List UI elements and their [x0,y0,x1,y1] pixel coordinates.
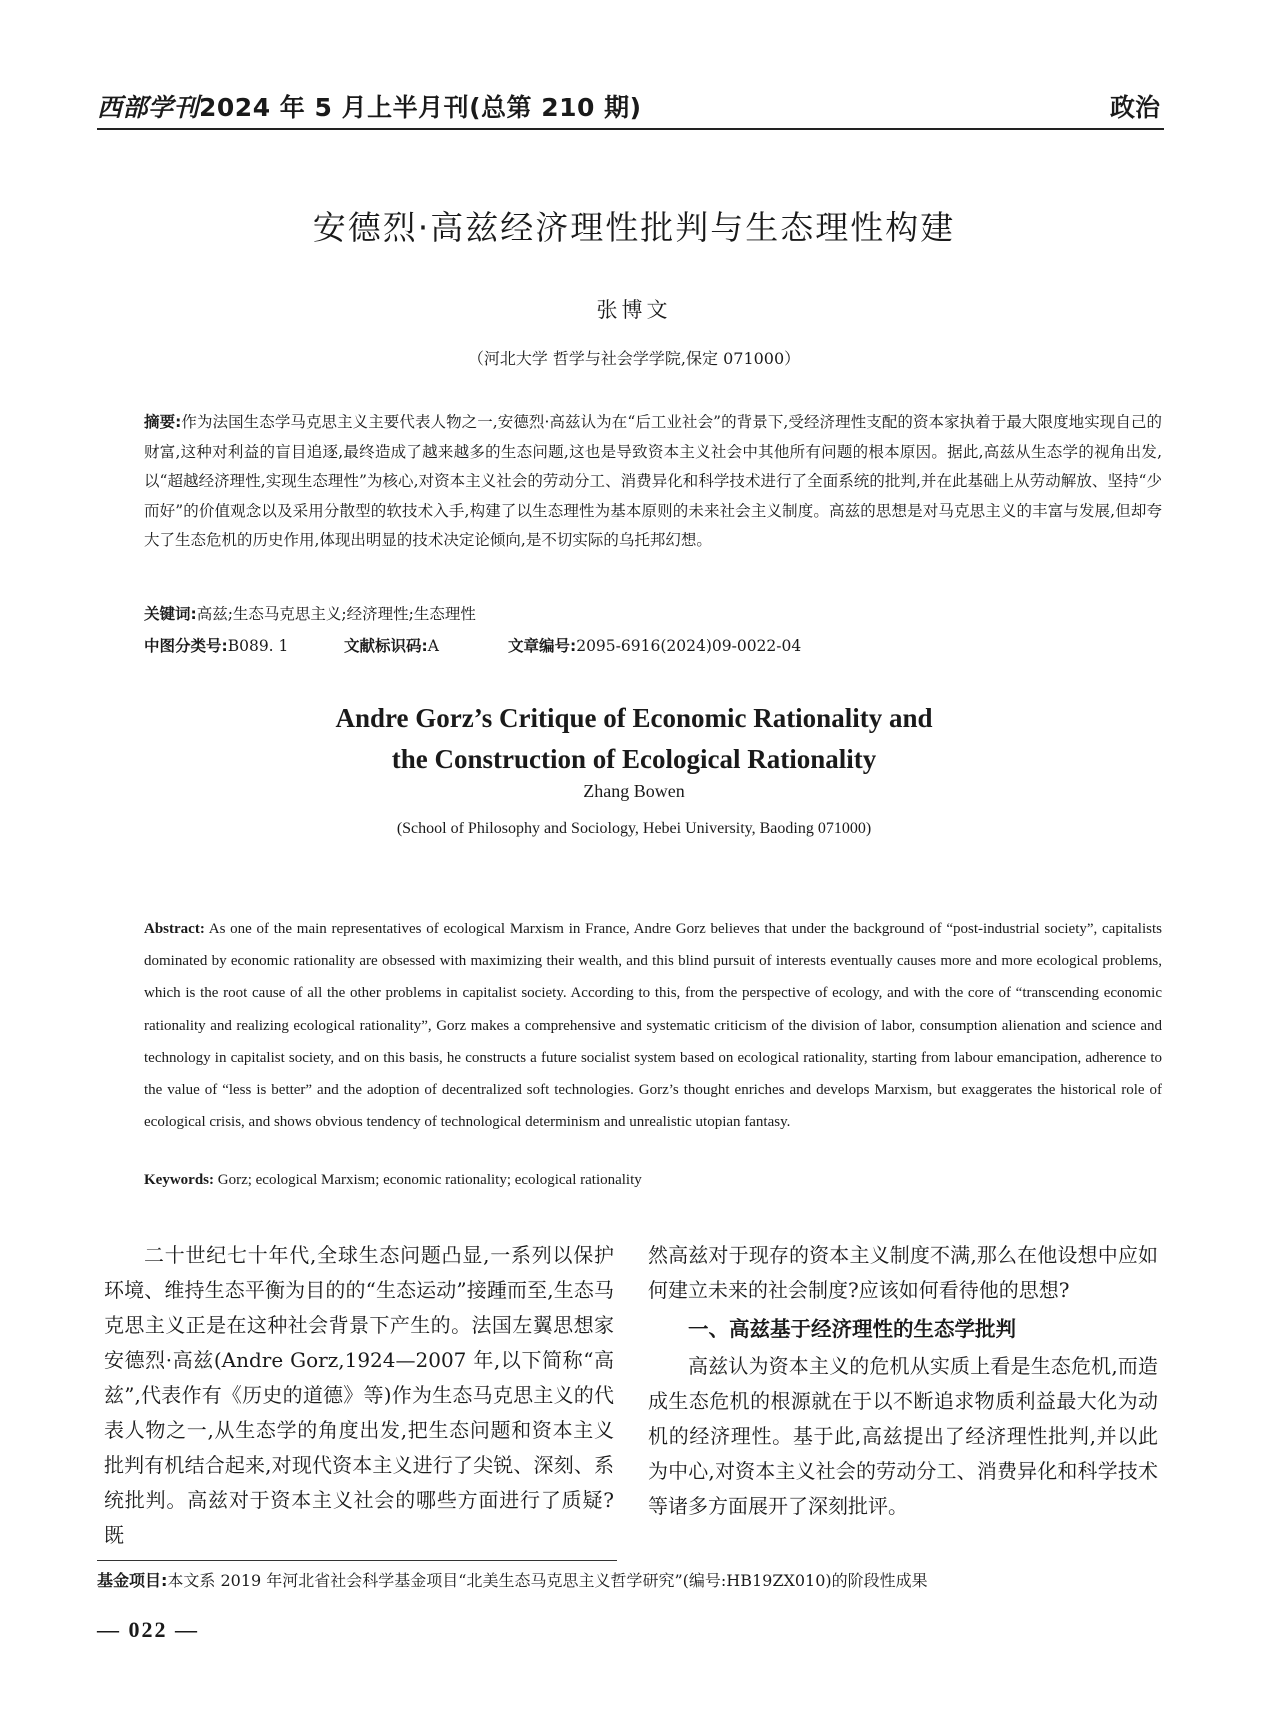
abstract-en-label: Abstract: [144,921,205,937]
abstract-cn-text: 作为法国生态学马克思主义主要代表人物之一,安德烈·高兹认为在“后工业社会”的背景下,受经济理性支配的资本家执着于最大限度地实现自己的财富,这种对利益的盲目追逐,最终造成了越来越多的生态问题,这也是导致资本主义社会中其他所有问题的根本原因。据此,高兹从生态学的视角出发,以“超越经济理性,实现生态理性”为核心,对资本主义社会的劳动分工、消费异化和科学技术进行了全面系统的批判,并在此基础上从劳动解放、坚持“少而好”的价值观念以及采用分散型的软技术入手,构建了以生态理性为基本原则的未来社会主义制度。高兹的思想是对马克思主义的丰富与发展,但却夸大了生态危机的历史作用,体现出明显的技术决定论倾向,是不切实际的乌托邦幻想。 [144,413,1162,549]
affiliation-cn: （河北大学 哲学与社会学学院,保定 071000） [467,349,801,368]
clc-value: B089. 1 [227,637,289,655]
keywords-en-label: Keywords: [144,1172,214,1188]
abstract-en [144,913,1162,1138]
article-title-en [0,698,1268,780]
body-column-left [104,1238,614,1553]
keywords-cn-text: 高兹;生态马克思主义;经济理性;生态理性 [196,605,476,623]
section-paragraph: 高兹认为资本主义的危机从实质上看是生态危机,而造成生态危机的根源就在于以不断追求物质利益最大化为动机的经济理性。基于此,高兹提出了经济理性批判,并以此为中心,对资本主义社会的劳动分工、消费异化和科学技术等诸多方面展开了深刻批评。 [648,1354,1158,1518]
body-column-right [648,1238,1158,1524]
page-number: — 022 — [97,1617,199,1642]
keywords-en-text: Gorz; ecological Marxism; economic rationality; ecological rationality [214,1172,642,1188]
abstract-cn-label: 摘要: [144,413,182,431]
footnote-label: 基金项目: [97,1571,168,1590]
title-en-line2: the Construction of Ecological Rationality [391,744,877,774]
article-number-label: 文章编号: [508,637,577,655]
classification-row [144,634,801,656]
intro-paragraph: 二十世纪七十年代,全球生态问题凸显,一系列以保护环境、维持生态平衡为目的的“生态运动”接踵而至,生态马克思主义正是在这种社会背景下产生的。法国左翼思想家安德烈·高兹(Andre Gorz,1924—2007 年,以下简称“高兹”,代表作有《历史的道德》等)作为生态马克思主义的代表人物之一,从生态学的角度出发,把生态问题和资本主义批判有机结合起来,对现代资本主义进行了尖锐、深刻、系统批判。高兹对于资本主义社会的哪些方面进行了质疑?既 [104,1243,614,1547]
header-rule [97,128,1164,130]
footnote-text: 本文系 2019 年河北省社会科学基金项目“北美生态马克思主义哲学研究”(编号:HB19ZX010)的阶段性成果 [167,1571,928,1590]
clc-label: 中图分类号: [144,637,228,655]
doc-code-value: A [427,637,439,655]
section-label: 政治 [1109,93,1160,122]
article-number-value: 2095-6916(2024)09-0022-04 [576,637,802,655]
affiliation-en: (School of Philosophy and Sociology, Hebei University, Baoding 071000) [396,820,872,837]
author-cn: 张博文 [596,298,672,322]
journal-logo: 西部学刊 [97,93,200,122]
footnote [97,1568,928,1591]
footnote-rule [97,1560,617,1561]
journal-issue: 2024 年 5 月上半月刊(总第 210 期) [199,93,642,122]
title-en-line1: Andre Gorz’s Critique of Economic Rationality and [335,703,933,733]
section-heading: 一、高兹基于经济理性的生态学批判 [688,1317,1016,1341]
keywords-cn-label: 关键词: [144,605,197,623]
journal-header [97,88,642,124]
doc-code-label: 文献标识码: [344,637,428,655]
intro-paragraph-continued: 然高兹对于现存的资本主义制度不满,那么在他设想中应如何建立未来的社会制度?应该如何看待他的思想? [648,1243,1158,1302]
abstract-cn [144,408,1162,556]
author-en: Zhang Bowen [583,781,685,801]
keywords-en [144,1172,642,1189]
article-title-cn: 安德烈·高兹经济理性批判与生态理性构建 [312,208,956,247]
keywords-cn [144,600,1162,630]
abstract-en-text: As one of the main representatives of ecological Marxism in France, Andre Gorz believes that under the background of “post-industrial society”, capitalists dominated by economic rationality are obsessed with maximizing their wealth, and this blind pursuit of interests eventually causes more and more ecological problems, which is the root cause of all the other problems in capitalist society. According to this, from the perspective of ecology, and with the core of “transcending economic rationality and realizing ecological rationality”, Gorz makes a comprehensive and systematic criticism of the division of labor, consumption alienation and science and technology in capitalist society, and on this basis, he constructs a future socialist system based on ecological rationality, starting from labour emancipation, adherence to the value of “less is better” and the adoption of decentralized soft technologies. Gorz’s thought enriches and develops Marxism, but exaggerates the historical role of ecological crisis, and shows obvious tendency of technological determinism and unrealistic utopian fantasy. [144,921,1162,1131]
